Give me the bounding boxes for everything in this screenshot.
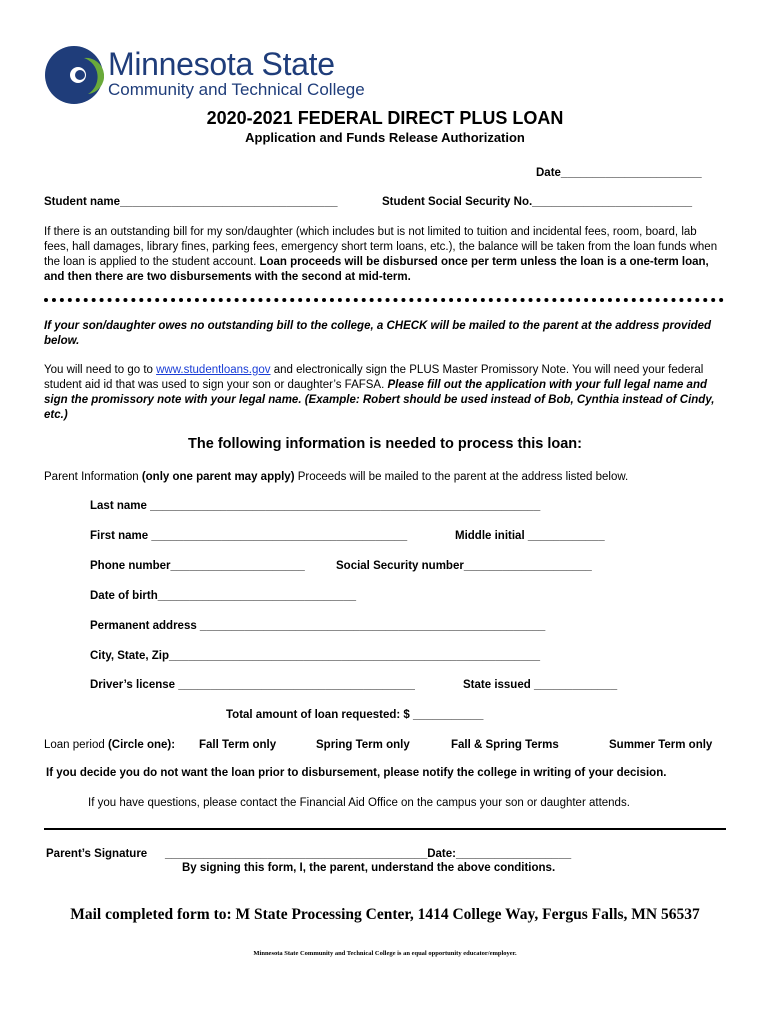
parent-ssn-field[interactable]: Social Security number____________________ — [336, 560, 592, 572]
date-field[interactable]: Date______________________ — [536, 167, 702, 179]
parent-info-post: Proceeds will be mailed to the parent at the address listed below. — [294, 471, 629, 483]
signature-note: By signing this form, I, the parent, understand the above conditions. — [182, 862, 556, 874]
intro-text: If there is an outstanding bill for my son/daughter (which includes but is not limited to tuition and incidental fees, room, board, lab fees, hall damages, library fines, parking fees, emergency short term loans, etc.), the balance will be taken from the loan funds when the loan is applied to the student account. — [44, 226, 718, 268]
signature-label: Parent’s Signature — [46, 848, 148, 860]
logo-subname: Community and Technical College — [108, 80, 365, 99]
logo-mark-icon — [44, 44, 104, 106]
dob-field[interactable]: Date of birth_______________________________ — [90, 590, 356, 602]
mpn-post: and electronically sign the PLUS Master Promissory Note. You will need your federal student aid id that was used to sign your son or daughter’s FAFSA. — [44, 364, 704, 391]
student-ssn-field[interactable]: Student Social Security No._________________________ — [382, 196, 693, 208]
middle-initial-field[interactable]: Middle initial ____________ — [455, 530, 605, 542]
no-bill-note: If your son/daughter owes no outstanding bill to the college, a CHECK will be mailed to the parent at the address provided below. — [44, 320, 712, 347]
decide-note: If you decide you do not want the loan prior to disbursement, please notify the college in writing of your decision. — [46, 767, 667, 779]
mail-instructions: Mail completed form to: M State Processing Center, 1414 College Way, Fergus Falls, MN 56537 — [70, 906, 700, 923]
intro-paragraph — [44, 225, 720, 285]
page-subtitle: Application and Funds Release Authorization — [245, 130, 525, 145]
signature-line[interactable]: _________________________________________Date:__________________ — [165, 848, 572, 860]
mpn-pre: You will need to go to — [44, 364, 157, 376]
license-field[interactable]: Driver’s license _____________________________________ — [90, 679, 415, 691]
option-fall-spring[interactable]: Fall & Spring Terms — [451, 739, 559, 751]
questions-note: If you have questions, please contact the Financial Aid Office on the campus your son or daughter attends. — [88, 797, 630, 809]
logo-name: Minnesota State — [108, 46, 335, 82]
option-spring[interactable]: Spring Term only — [316, 739, 410, 751]
loan-period-label — [44, 739, 175, 751]
address-field[interactable]: Permanent address ______________________________________________________ — [90, 620, 546, 632]
city-state-zip-field[interactable]: City, State, Zip__________________________________________________________ — [90, 650, 540, 662]
loan-period-pre: Loan period — [44, 739, 108, 751]
phone-field[interactable]: Phone number_____________________ — [90, 560, 305, 572]
parent-info-line — [44, 471, 628, 483]
mpn-paragraph — [44, 363, 720, 423]
studentloans-link[interactable]: www.studentloans.gov — [156, 364, 271, 376]
option-summer[interactable]: Summer Term only — [609, 739, 713, 751]
loan-period-bold: (Circle one): — [107, 739, 176, 751]
last-name-field[interactable]: Last name _____________________________________________________________ — [90, 500, 541, 512]
intro-disbursement-note: Loan proceeds will be disbursed once per term unless the loan is a one-term loan, and then there are two disbursements with the second at mid-term. — [44, 256, 709, 283]
state-issued-field[interactable]: State issued _____________ — [463, 679, 618, 691]
page-title: 2020-2021 FEDERAL DIRECT PLUS LOAN — [206, 108, 564, 128]
info-heading: The following information is needed to process this loan: — [188, 436, 582, 452]
dotted-divider — [44, 298, 724, 302]
student-name-field[interactable]: Student name__________________________________ — [44, 196, 338, 208]
parent-info-pre: Parent Information — [44, 471, 142, 483]
mpn-legal-name-note: Please fill out the application with your full legal name and sign the promissory note with your legal name. (Example: Robert should be used instead of Bob, Cynthia instead of Cindy, etc.) — [44, 379, 715, 421]
signature-divider — [44, 828, 726, 830]
footer-note: Minnesota State Community and Technical College is an equal opportunity educator/employer. — [253, 950, 517, 957]
loan-amount-field[interactable]: Total amount of loan requested: $ ___________ — [226, 709, 484, 721]
option-fall[interactable]: Fall Term only — [199, 739, 277, 751]
parent-info-bold: (only one parent may apply) — [141, 471, 295, 483]
first-name-field[interactable]: First name ________________________________________ — [90, 530, 408, 542]
